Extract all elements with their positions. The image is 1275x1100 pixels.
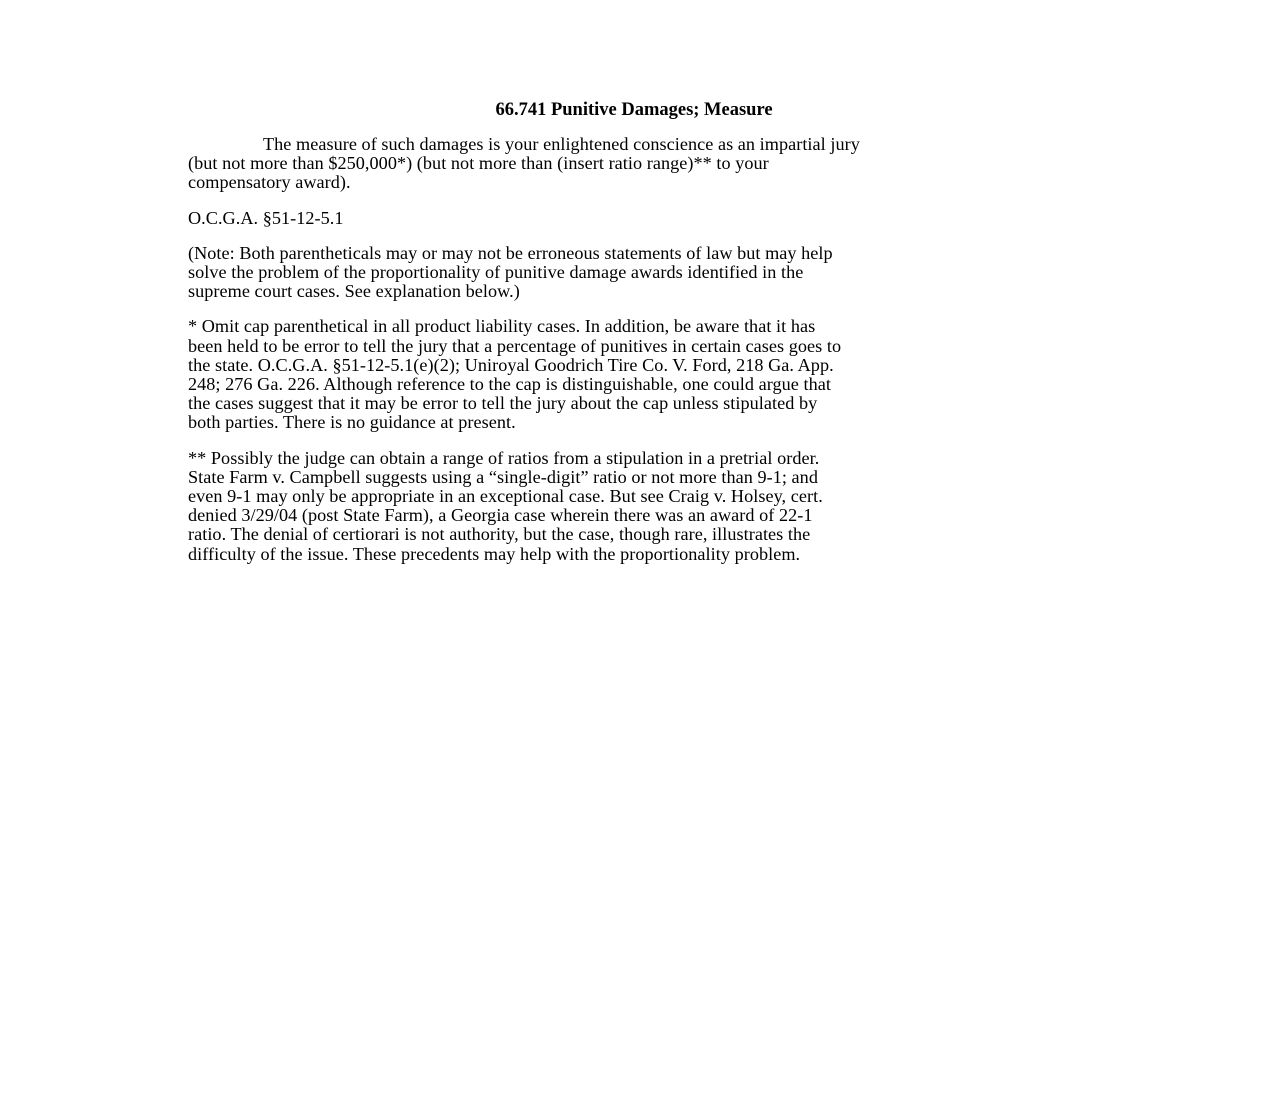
document-title: 66.741 Punitive Damages; Measure bbox=[495, 100, 773, 120]
note-paragraph bbox=[188, 244, 1080, 302]
text-line: supreme court cases. See explanation below.) bbox=[188, 281, 520, 302]
text-line: compensatory award). bbox=[188, 172, 351, 193]
text-line: (but not more than $250,000*) (but not more than (insert ratio range)** to your bbox=[188, 153, 769, 174]
text-line: both parties. There is no guidance at present. bbox=[188, 412, 516, 433]
text-line: O.C.G.A. §51-12-5.1 bbox=[188, 207, 344, 228]
text-line: (Note: Both parentheticals may or may not be erroneous statements of law but may help bbox=[188, 242, 833, 263]
text-line: denied 3/29/04 (post State Farm), a Georgia case wherein there was an award of 22-1 bbox=[188, 505, 813, 526]
text-line: solve the problem of the proportionality of punitive damage awards identified in the bbox=[188, 262, 804, 283]
text-line: the state. O.C.G.A. §51-12-5.1(e)(2); Uniroyal Goodrich Tire Co. V. Ford, 218 Ga. App. bbox=[188, 354, 834, 375]
text-line: ratio. The denial of certiorari is not authority, but the case, though rare, illustrates the bbox=[188, 524, 811, 545]
text-line: 248; 276 Ga. 226. Although reference to the cap is distinguishable, one could argue that bbox=[188, 374, 831, 395]
statute-citation bbox=[188, 209, 1080, 228]
text-line: even 9-1 may only be appropriate in an exceptional case. But see Craig v. Holsey, cert. bbox=[188, 486, 823, 507]
footnote-ratio bbox=[188, 449, 1080, 564]
text-line: the cases suggest that it may be error to tell the jury about the cap unless stipulated by bbox=[188, 393, 818, 414]
text-line: difficulty of the issue. These precedents may help with the proportionality problem. bbox=[188, 543, 801, 564]
instruction-paragraph bbox=[188, 135, 1080, 193]
text-line: been held to be error to tell the jury that a percentage of punitives in certain cases goes to bbox=[188, 335, 842, 356]
footnote-cap bbox=[188, 317, 1080, 432]
text-line: ** Possibly the judge can obtain a range of ratios from a stipulation in a pretrial order. bbox=[188, 447, 820, 468]
document-page bbox=[188, 99, 1080, 580]
text-line: * Omit cap parenthetical in all product liability cases. In addition, be aware that it has bbox=[188, 316, 816, 337]
text-line: The measure of such damages is your enlightened conscience as an impartial jury bbox=[263, 134, 860, 154]
text-line: State Farm v. Campbell suggests using a “single-digit” ratio or not more than 9-1; and bbox=[188, 466, 818, 487]
